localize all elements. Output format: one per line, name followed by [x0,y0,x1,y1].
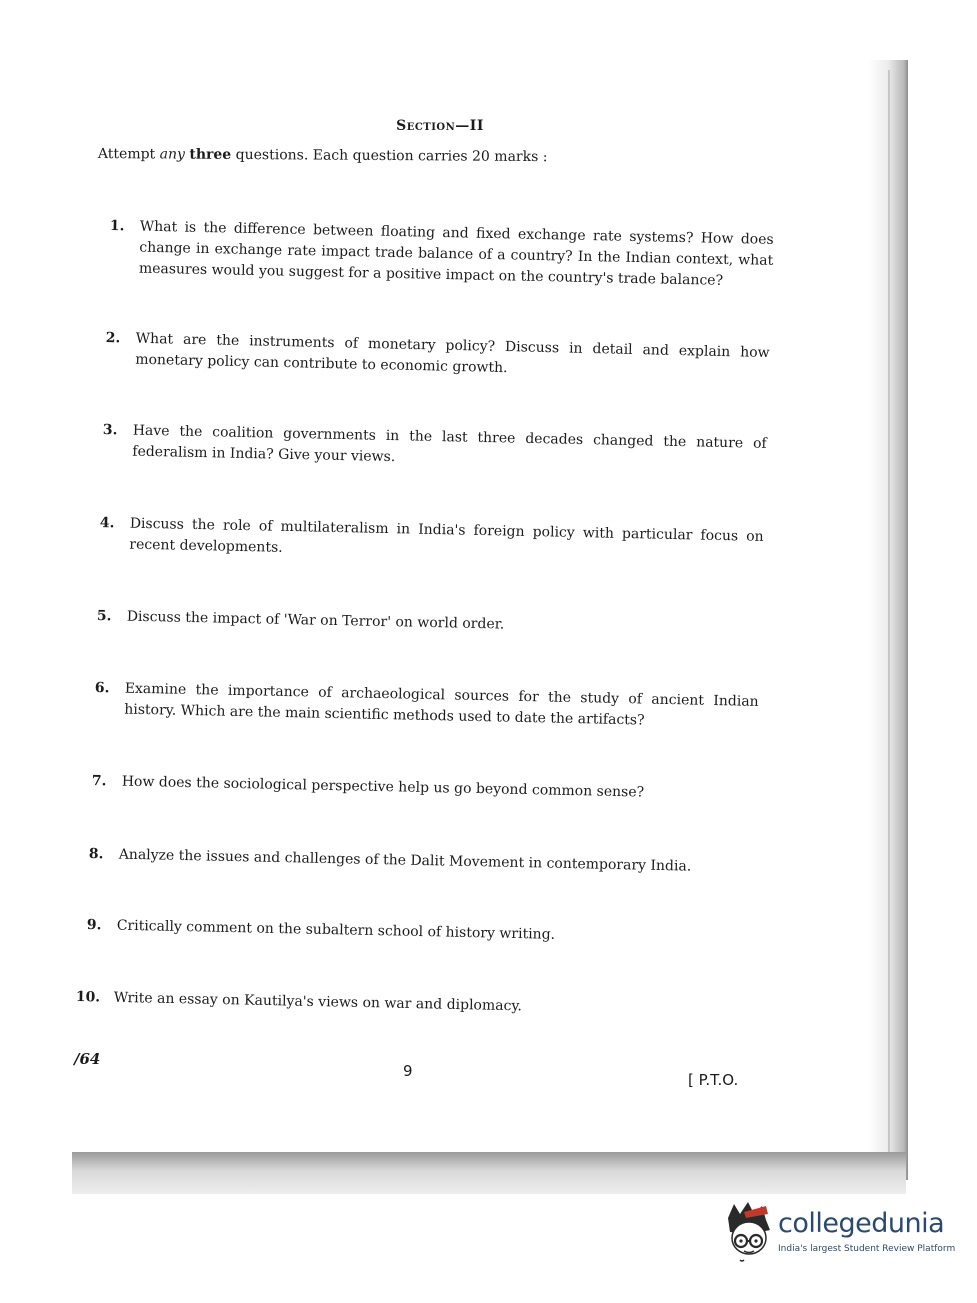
page-edge-line [888,70,890,1170]
question-text: How does the sociological perspective help us go beyond common sense? [121,773,645,801]
question-7 [92,771,756,806]
question-text: Discuss the role of multilateralism in India's foreign policy with particular focus on recent developments. [129,515,764,556]
question-number: 2. [105,329,121,347]
question-6 [94,678,759,734]
instructions-three: three [189,146,232,163]
instructions-post: questions. Each question carries 20 marks : [235,146,548,166]
question-number: 7. [91,772,107,790]
question-text: Discuss the impact of 'War on Terror' on world order. [126,608,505,633]
logo-wordmark: collegedunia [778,1208,945,1239]
logo-tagline: India's largest Student Review Platform [778,1244,956,1254]
question-text: Examine the importance of archaeological sources for the study of ancient Indian history. Which are the main scientific methods used to date the artifacts? [124,680,759,729]
question-10 [76,987,752,1022]
paper-code: /64 [74,1050,101,1068]
question-5 [97,606,761,641]
question-3 [102,420,767,476]
question-text: What is the difference between floating and fixed exchange rate systems? How does change in exchange rate impact trade balance of a country? In the Indian context, what measures would you suggest for a positive impact on the country's trade balance? [138,218,774,289]
question-4 [99,513,764,569]
pto-label: [ P.T.O. [688,1071,739,1089]
question-1 [109,216,774,293]
question-text: Have the coalition governments in the last three decades changed the nature of federalism in India? Give your views. [132,422,767,466]
question-text: Critically comment on the subaltern school of history writing. [116,917,556,943]
instructions [98,146,548,165]
instructions-any: any [159,146,185,163]
question-2 [105,328,770,385]
section-title: Section—II [396,118,484,134]
question-text: Analyze the issues and challenges of the Dalit Movement in contemporary India. [118,846,692,875]
instructions-pre: Attempt [97,146,156,163]
question-number: 10. [75,988,101,1006]
question-number: 3. [102,421,118,439]
mascot-icon [722,1200,778,1262]
scan-bottom-shadow [72,1152,906,1194]
collegedunia-logo [722,1198,957,1270]
question-9 [87,915,751,950]
question-number: 4. [99,514,115,532]
question-number: 8. [88,845,104,863]
question-text: What are the instruments of monetary policy? Discuss in detail and explain how monetary policy can contribute to economic growth. [135,330,770,377]
question-number: 1. [109,217,125,235]
question-8 [89,844,753,879]
page-number: 9 [403,1062,413,1080]
question-number: 6. [94,679,110,697]
question-number: 5. [96,607,112,625]
question-text: Write an essay on Kautilya's views on war and diplomacy. [113,989,523,1015]
question-number: 9. [86,916,102,934]
